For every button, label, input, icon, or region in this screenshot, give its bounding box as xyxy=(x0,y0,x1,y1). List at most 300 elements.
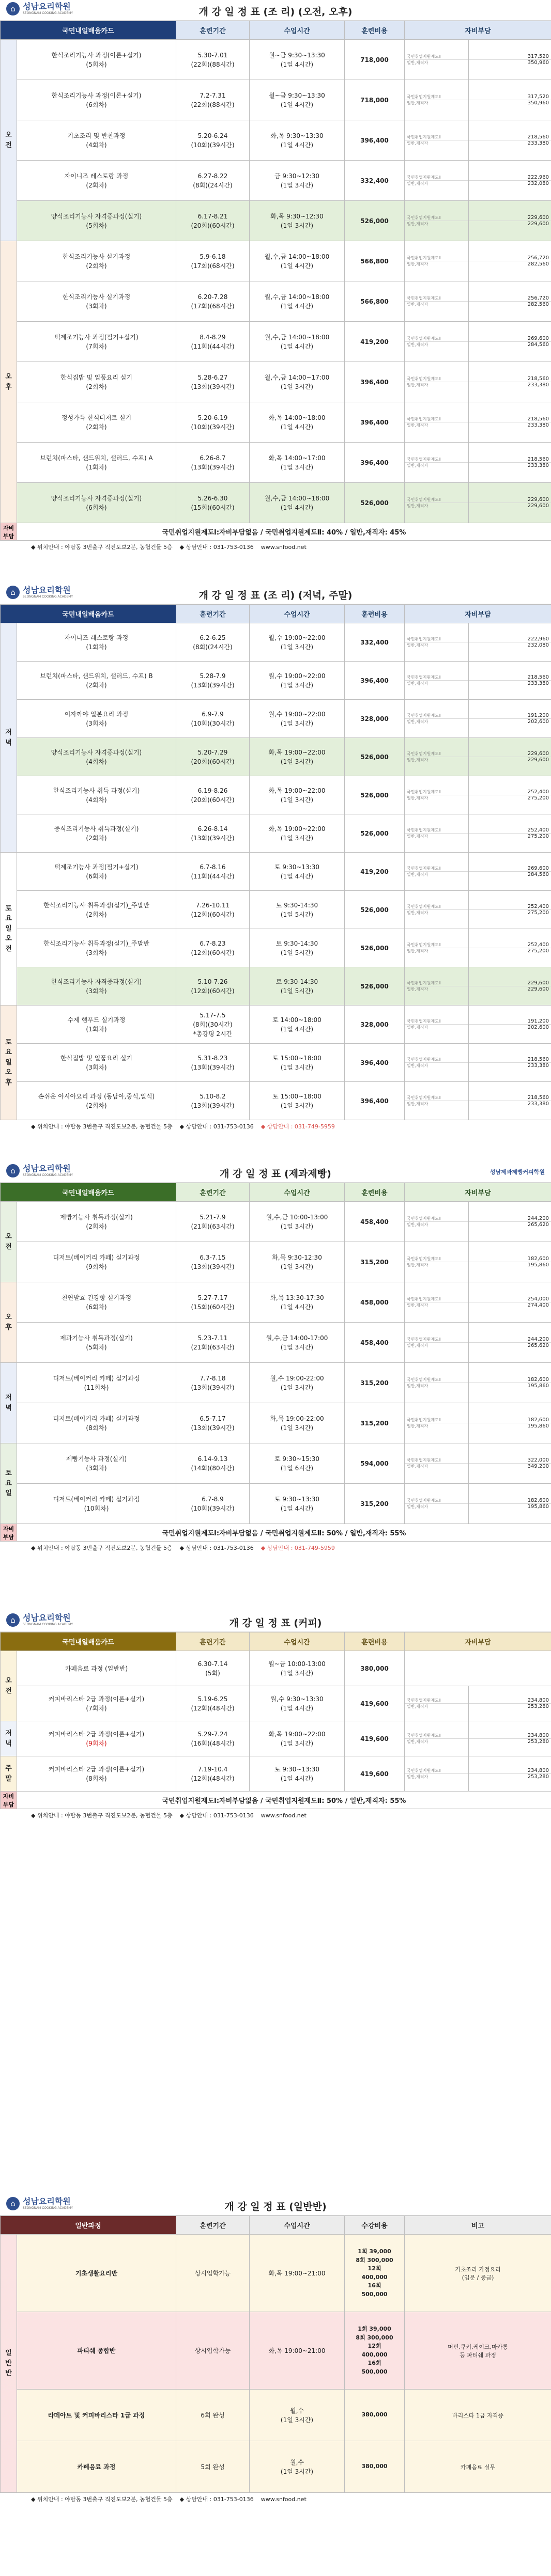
table-row: 브런치(파스타, 샌드위치, 샐러드, 수프) A (1회차) 6.26-8.7 (13회)(39시간) 화,목 14:00~17:00 (1일 3시간) 396,400 국민취업지원제도Ⅱ 일반,재직자 218,560 233,380 xyxy=(1,443,551,483)
copay-cell: 254,000 274,400 xyxy=(469,1282,551,1323)
section-header xyxy=(0,1162,551,1183)
table-row: 토 요 일 오 후 수제 햄푸드 실기과정 (1회차) 5.17-7.5 (8회)(30시간) *총강평 2시간 토 14:00~18:00 (1일 4시간) 328,000 국민취업지원제도Ⅱ 일반,재직자 191,200 202,600 xyxy=(1,1006,551,1044)
copay-cell: 252,400 275,200 xyxy=(469,776,551,814)
copay-cell: 218,560 233,380 xyxy=(469,120,551,161)
copay-cell: 218,560 233,380 xyxy=(469,1044,551,1082)
contact-info: ◆ 위치안내 : 야탑동 3번출구 직진도보2분, 농협건물 5층 ◆ 상담안내 : 031-753-0136 ◆ 상담안내 : 031-749-5959 xyxy=(31,1123,335,1130)
copay-cell: 218,560 233,380 xyxy=(469,402,551,443)
class-hours: 월,수 (1일 3시간) xyxy=(250,2441,345,2493)
course-name: 한식조리기능사 과정(이론+실기) (5회차) xyxy=(17,40,176,80)
website-link[interactable]: www.snfood.net xyxy=(261,543,307,551)
course-name: 천연발효 건강빵 실기과정 (6회차) xyxy=(17,1282,176,1323)
class-hours: 화,목 13:30-17:30 (1일 4시간) xyxy=(250,1282,345,1323)
course-name: 양식조리기능사 자격증과정(실기) (5회차) xyxy=(17,201,176,241)
course-fee: 1회 39,000 8회 300,000 12회 400,000 16회 500,000 xyxy=(345,2312,405,2390)
copay-cell: 222,960 232,080 xyxy=(469,161,551,201)
course-name: 한식조리기능사 실기과정 (2회차) xyxy=(17,241,176,281)
training-period: 6.7-8.9 (10회)(39시간) xyxy=(176,1484,250,1524)
table-row: 저 녁 자이니즈 레스토랑 과정 (1회차) 6.2-6.25 (8회)(24시간) 월,수 19:00~22:00 (1일 3시간) 332,400 국민취업지원제도Ⅱ 일반,재직자 222,960 232,080 xyxy=(1,623,551,662)
course-name: 한식조리기능사 취득 과정(실기) (4회차) xyxy=(17,776,176,814)
class-hours: 월,수 19:00-22:00 (1일 3시간) xyxy=(250,1363,345,1403)
copay-cell: 191,200 202,600 xyxy=(469,1006,551,1044)
logo-icon: ⌂ xyxy=(6,2,20,15)
class-hours: 화,목 14:00~18:00 (1일 4시간) xyxy=(250,402,345,443)
training-period: 7.19-10.4 (12회)(48시간) xyxy=(176,1756,250,1792)
training-fee: 332,400 xyxy=(345,623,405,662)
course-name: 커피바리스타 2급 과정(이론+실기) (7회차) xyxy=(17,1686,176,1721)
schedule-table xyxy=(0,1632,551,1809)
table-row xyxy=(1,2390,551,2441)
training-period: 6.9-7.9 (10회)(30시간) xyxy=(176,700,250,738)
schedule-table xyxy=(0,1183,551,1542)
training-period: 6회 완성 xyxy=(176,2390,250,2441)
table-row: 한식집밥 및 일품요리 실기 (2회차) 5.28-6.27 (13회)(39시간) 월,수,금 14:00~17:00 (1일 3시간) 396,400 국민취업지원제도Ⅱ 일반,재직자 218,560 233,380 xyxy=(1,362,551,402)
class-hours: 월,수,금 14:00~18:00 (1일 4시간) xyxy=(250,322,345,362)
class-hours: 화,목 19:00~22:00 (1일 3시간) xyxy=(250,1721,345,1756)
course-name: 카페음료 과정 (일반반) xyxy=(17,1651,176,1686)
copay-cell: 317,520 350,960 xyxy=(469,40,551,80)
schedule-general xyxy=(0,2195,551,2505)
training-fee: 315,200 xyxy=(345,1242,405,1282)
copay-cell: 322,000 349,200 xyxy=(469,1443,551,1484)
time-group: 오 전 xyxy=(1,40,17,241)
training-fee: 396,400 xyxy=(345,1044,405,1082)
section-header xyxy=(0,584,551,604)
training-fee: 526,000 xyxy=(345,891,405,929)
class-hours: 화,목 9:30~13:30 (1일 4시간) xyxy=(250,120,345,161)
class-hours: 월,수,금 14:00-17:00 (1일 3시간) xyxy=(250,1323,345,1363)
training-fee: 396,400 xyxy=(345,662,405,700)
class-hours: 토 9:30~13:30 (1일 4시간) xyxy=(250,853,345,891)
training-fee: 396,400 xyxy=(345,120,405,161)
course-name: 중식조리기능사 취득과정(실기) (2회차) xyxy=(17,814,176,853)
course-name: 디저트(베이커리 카페) 실기과정 (9회차) xyxy=(17,1242,176,1282)
copay-cell: 182,600 195,860 xyxy=(469,1242,551,1282)
contact-info: ◆ 위치안내 : 야탑동 3번출구 직진도보2분, 농협건물 5층 ◆ 상담안내 : 031-753-0136 www.snfood.net xyxy=(31,543,307,551)
training-fee: 458,000 xyxy=(345,1282,405,1323)
copay-cell: 182,600 195,860 xyxy=(469,1403,551,1443)
class-hours: 화,목 19:00~22:00 (1일 3시간) xyxy=(250,776,345,814)
training-fee: 315,200 xyxy=(345,1363,405,1403)
course-name: 디저트(베이커리 카페) 실기과정 (10회차) xyxy=(17,1484,176,1524)
table-row: 한식집밥 및 일품요리 실기 (3회차) 5.31-8.23 (13회)(39시간) 토 15:00~18:00 (1일 3시간) 396,400 국민취업지원제도Ⅱ 일반,재직자 218,560 233,380 xyxy=(1,1044,551,1082)
section-title: 개 강 일 정 표 (일반반) xyxy=(224,2201,327,2212)
table-row: 한식조리기능사 취득과정(실기)_주말반 (2회차) 7.26-10.11 (12회)(60시간) 토 9:30-14:30 (1일 5시간) 526,000 국민취업지원제도Ⅱ 일반,재직자 252,400 275,200 xyxy=(1,891,551,929)
class-hours: 토 9:30~15:30 (1일 6시간) xyxy=(250,1443,345,1484)
class-hours: 월,수 9:30~13:30 (1일 4시간) xyxy=(250,1686,345,1721)
training-period: 6.3-7.15 (13회)(39시간) xyxy=(176,1242,250,1282)
course-name: 카페음료 과정 xyxy=(17,2441,176,2493)
training-period: 7.7-8.18 (13회)(39시간) xyxy=(176,1363,250,1403)
course-name: 양식조리기능사 자격증과정(실기) (4회차) xyxy=(17,738,176,776)
table-row: 한식조리기능사 과정(이론+실기) (6회차) 7.2-7.31 (22회)(88시간) 월~금 9:30~13:30 (1일 4시간) 718,000 국민취업지원제도Ⅱ 일반,재직자 317,520 350,960 xyxy=(1,80,551,120)
time-group: 저 녁 xyxy=(1,1721,17,1756)
class-hours: 화,목 19:00-22:00 (1일 3시간) xyxy=(250,1403,345,1443)
copay-cell: 252,400 275,200 xyxy=(469,929,551,967)
course-name: 제빵기능사 과정(실기) (3회차) xyxy=(17,1443,176,1484)
training-period: 5.9-6.18 (17회)(68시간) xyxy=(176,241,250,281)
copay-cell: 256,720 282,560 xyxy=(469,281,551,322)
copay-cell: 229,600 229,600 xyxy=(469,967,551,1006)
section-header xyxy=(0,2195,551,2216)
course-name: 기초생활요리반 xyxy=(17,2235,176,2312)
training-fee: 419,600 xyxy=(345,1756,405,1792)
training-fee: 526,000 xyxy=(345,929,405,967)
class-hours: 화,목 19:00~21:00 xyxy=(250,2235,345,2312)
class-hours: 토 9:30-14:30 (1일 5시간) xyxy=(250,891,345,929)
training-fee: 396,400 xyxy=(345,1082,405,1120)
copay-cell: 229,600 229,600 xyxy=(469,738,551,776)
table-row: 한식조리기능사 실기과정 (3회차) 6.20-7.28 (17회)(68시간) 월,수,금 14:00~18:00 (1일 4시간) 566,800 국민취업지원제도Ⅱ 일반,재직자 256,720 282,560 xyxy=(1,281,551,322)
table-row: 오 전 한식조리기능사 과정(이론+실기) (5회차) 5.30-7.01 (22회)(88시간) 월~금 9:30~13:30 (1일 4시간) 718,000 국민취업지원제도Ⅱ 일반,재직자 317,520 350,960 xyxy=(1,40,551,80)
table-row: 이자까야 일본요리 과정 (3회차) 6.9-7.9 (10회)(30시간) 월,수 19:00~22:00 (1일 3시간) 328,000 국민취업지원제도Ⅱ 일반,재직자 191,200 202,600 xyxy=(1,700,551,738)
copay-cell: 269,600 284,560 xyxy=(469,853,551,891)
training-period: 6.26-8.7 (13회)(39시간) xyxy=(176,443,250,483)
training-fee: 396,400 xyxy=(345,362,405,402)
course-fee: 380,000 xyxy=(345,2390,405,2441)
course-name: 제빵기능사 취득과정(실기) (2회차) xyxy=(17,1202,176,1242)
training-fee: 419,600 xyxy=(345,1721,405,1756)
course-note: 기초조리 가정요리 (입문 / 중급) xyxy=(405,2235,551,2312)
table-row: 디저트(베이커리 카페) 실기과정 (10회차) 6.7-8.9 (10회)(39시간) 토 9:30~13:30 (1일 4시간) 315,200 국민취업지원제도Ⅱ 일반,재직자 182,600 195,860 xyxy=(1,1484,551,1524)
schedule-table xyxy=(0,2216,551,2493)
table-row: 자이니즈 레스토랑 과정 (2회차) 6.27-8.22 (8회)(24시간) 금 9:30~12:30 (1일 3시간) 332,400 국민취업지원제도Ⅱ 일반,재직자 222,960 232,080 xyxy=(1,161,551,201)
class-hours: 월~금 9:30~13:30 (1일 4시간) xyxy=(250,80,345,120)
training-period: 5.20-7.29 (20회)(60시간) xyxy=(176,738,250,776)
training-period: 6.14-9.13 (14회)(80시간) xyxy=(176,1443,250,1484)
training-fee: 396,400 xyxy=(345,443,405,483)
logo-icon: ⌂ xyxy=(6,2197,20,2210)
table-row xyxy=(1,2312,551,2390)
copay-cell: 229,600 229,600 xyxy=(469,483,551,523)
course-name: 떡제조기능사 과정(필기+실기) (7회차) xyxy=(17,322,176,362)
course-name: 디저트(베이커리 카페) 실기과정 (8회차) xyxy=(17,1403,176,1443)
course-name: 한식조리기능사 취득과정(실기)_주말반 (2회차) xyxy=(17,891,176,929)
training-fee: 328,000 xyxy=(345,700,405,738)
course-name: 브런치(파스타, 샌드위치, 샐러드, 수프) B (2회차) xyxy=(17,662,176,700)
copay-cell: 244,200 265,620 xyxy=(469,1323,551,1363)
section-header xyxy=(0,0,551,21)
copay-cell: 234,800 253,280 xyxy=(469,1686,551,1721)
course-name: 브런치(파스타, 샌드위치, 샐러드, 수프) A (1회차) xyxy=(17,443,176,483)
training-period: 5회 완성 xyxy=(176,2441,250,2493)
training-period: 6.19-8.26 (20회)(60시간) xyxy=(176,776,250,814)
academy-logo: ⌂ 성남요리학원 SEONGNAM COOKING ACADEMY xyxy=(6,2197,73,2210)
class-hours: 토 9:30-14:30 (1일 5시간) xyxy=(250,929,345,967)
copay-cell: 269,600 284,560 xyxy=(469,322,551,362)
class-hours: 토 15:00~18:00 (1일 3시간) xyxy=(250,1044,345,1082)
class-hours: 화,목 14:00~17:00 (1일 3시간) xyxy=(250,443,345,483)
class-hours: 월,수,금 10:00-13:00 (1일 3시간) xyxy=(250,1202,345,1242)
training-fee: 396,400 xyxy=(345,402,405,443)
copay-cell: 218,560 233,380 xyxy=(469,362,551,402)
schedule-cooking-day xyxy=(0,0,551,553)
table-header: 국민내일배움카드 훈련기간 수업시간 훈련비용 자비부담 xyxy=(1,1632,551,1651)
training-period: 6.30-7.14 (5회) xyxy=(176,1651,250,1686)
course-name: 한식조리기능사 자격증과정(실기) (3회차) xyxy=(17,967,176,1006)
training-period: 상시입학가능 xyxy=(176,2312,250,2390)
training-period: 5.20-6.24 (10회)(39시간) xyxy=(176,120,250,161)
training-fee: 718,000 xyxy=(345,40,405,80)
contact-info: ◆ 위치안내 : 야탑동 3번출구 직진도보2분, 농협건물 5층 ◆ 상담안내 : 031-753-0136 www.snfood.net xyxy=(31,2495,307,2503)
training-period: 5.29-7.24 (16회)(48시간) xyxy=(176,1721,250,1756)
table-row xyxy=(1,2235,551,2312)
copay-cell: 234,800 253,280 xyxy=(469,1756,551,1792)
course-note: 머핀,쿠키,케이크,마카롱 등 파티쉐 과정 xyxy=(405,2312,551,2390)
course-name: 한식조리기능사 과정(이론+실기) (6회차) xyxy=(17,80,176,120)
time-group: 오 전 xyxy=(1,1202,17,1282)
class-hours: 토 15:00~18:00 (1일 3시간) xyxy=(250,1082,345,1120)
training-period: 7.26-10.11 (12회)(60시간) xyxy=(176,891,250,929)
course-name: 수제 햄푸드 실기과정 (1회차) xyxy=(17,1006,176,1044)
course-name: 이자까야 일본요리 과정 (3회차) xyxy=(17,700,176,738)
schedule-table xyxy=(0,21,551,541)
training-period: 5.23-7.11 (21회)(63시간) xyxy=(176,1323,250,1363)
course-name: 떡제조기능사 과정(필기+실기) (6회차) xyxy=(17,853,176,891)
academy-logo: ⌂ 성남요리학원 SEONGNAM COOKING ACADEMY xyxy=(6,2,73,15)
training-fee: 458,400 xyxy=(345,1323,405,1363)
training-period: 5.28-7.9 (13회)(39시간) xyxy=(176,662,250,700)
class-hours: 화,목 9:30-12:30 (1일 3시간) xyxy=(250,1242,345,1282)
website-link[interactable]: www.snfood.net xyxy=(261,1812,307,1819)
table-row: 저 녁 디저트(베이커리 카페) 실기과정 (11회차) 7.7-8.18 (13회)(39시간) 월,수 19:00-22:00 (1일 3시간) 315,200 국민취업지원제도Ⅱ 일반,재직자 182,600 195,860 xyxy=(1,1363,551,1403)
table-row: 정성가득 한식디저트 실기 (2회차) 5.20-6.19 (10회)(39시간) 화,목 14:00~18:00 (1일 4시간) 396,400 국민취업지원제도Ⅱ 일반,재직자 218,560 233,380 xyxy=(1,402,551,443)
training-fee: 315,200 xyxy=(345,1403,405,1443)
course-name: 양식조리기능사 자격증과정(실기) (6회차) xyxy=(17,483,176,523)
schedule-coffee xyxy=(0,1611,551,1821)
copay-cell: 256,720 282,560 xyxy=(469,241,551,281)
training-fee: 332,400 xyxy=(345,161,405,201)
course-name: 커피바리스타 2급 과정(이론+실기) (8회차) xyxy=(17,1756,176,1792)
table-row: 주 말 커피바리스타 2급 과정(이론+실기) (8회차) 7.19-10.4 (12회)(48시간) 토 9:30~13:30 (1일 4시간) 419,600 국민취업지원제도Ⅱ 일반,재직자 234,800 253,280 xyxy=(1,1756,551,1792)
section-title: 개 강 일 정 표 (조 리) (저녁, 주말) xyxy=(198,590,353,601)
course-name: 정성가득 한식디저트 실기 (2회차) xyxy=(17,402,176,443)
training-fee: 380,000 xyxy=(345,1651,405,1686)
copay-cell: 218,560 233,380 xyxy=(469,443,551,483)
table-header: 국민내일배움카드 훈련기간 수업시간 훈련비용 자비부담 xyxy=(1,1183,551,1202)
course-name: 한식조리기능사 실기과정 (3회차) xyxy=(17,281,176,322)
training-fee: 526,000 xyxy=(345,483,405,523)
table-row: 오 전 제빵기능사 취득과정(실기) (2회차) 5.21-7.9 (21회)(63시간) 월,수,금 10:00-13:00 (1일 3시간) 458,400 국민취업지원제도Ⅱ 일반,재직자 244,200 265,620 xyxy=(1,1202,551,1242)
training-fee: 526,000 xyxy=(345,776,405,814)
table-row: 디저트(베이커리 카페) 실기과정 (9회차) 6.3-7.15 (13회)(39시간) 화,목 9:30-12:30 (1일 3시간) 315,200 국민취업지원제도Ⅱ 일반,재직자 182,600 195,860 xyxy=(1,1242,551,1282)
class-hours: 월,수 19:00~22:00 (1일 3시간) xyxy=(250,623,345,662)
class-hours: 월,수,금 14:00~18:00 (1일 4시간) xyxy=(250,241,345,281)
training-period: 6.2-6.25 (8회)(24시간) xyxy=(176,623,250,662)
time-group: 오 후 xyxy=(1,1282,17,1363)
section-title: 개 강 일 정 표 (조 리) (오전, 오후) xyxy=(198,6,353,18)
course-name: 자이니즈 레스토랑 과정 (1회차) xyxy=(17,623,176,662)
training-fee: 526,000 xyxy=(345,738,405,776)
training-fee: 458,400 xyxy=(345,1202,405,1242)
table-row: 오 후 천연발효 건강빵 실기과정 (6회차) 5.27-7.17 (15회)(60시간) 화,목 13:30-17:30 (1일 4시간) 458,000 국민취업지원제도Ⅱ 일반,재직자 254,000 274,400 xyxy=(1,1282,551,1323)
course-fee: 380,000 xyxy=(345,2441,405,2493)
table-header: 국민내일배움카드 훈련기간 수업시간 훈련비용 자비부담 xyxy=(1,605,551,623)
contact-info: ◆ 위치안내 : 야탑동 3번출구 직진도보2분, 농협건물 5층 ◆ 상담안내 : 031-753-0136 ◆ 상담안내 : 031-749-5959 xyxy=(31,1545,335,1551)
table-row: 기초조리 및 반찬과정 (4회차) 5.20-6.24 (10회)(39시간) 화,목 9:30~13:30 (1일 4시간) 396,400 국민취업지원제도Ⅱ 일반,재직자 218,560 233,380 xyxy=(1,120,551,161)
copay-cell: 252,400 275,200 xyxy=(469,891,551,929)
table-row: 한식조리기능사 취득과정(실기)_주말반 (3회차) 6.7-8.23 (12회)(60시간) 토 9:30-14:30 (1일 5시간) 526,000 국민취업지원제도Ⅱ 일반,재직자 252,400 275,200 xyxy=(1,929,551,967)
class-hours: 월~금 9:30~13:30 (1일 4시간) xyxy=(250,40,345,80)
training-fee: 526,000 xyxy=(345,967,405,1006)
training-fee: 419,200 xyxy=(345,853,405,891)
table-header: 국민내일배움카드 훈련기간 수업시간 훈련비용 자비부담 xyxy=(1,21,551,40)
copay-cell: 317,520 350,960 xyxy=(469,80,551,120)
copay-cell: 252,400 275,200 xyxy=(469,814,551,853)
training-fee: 526,000 xyxy=(345,201,405,241)
academy-logo: ⌂ 성남요리학원 SEONGNAM COOKING ACADEMY xyxy=(6,1164,73,1177)
training-fee: 566,800 xyxy=(345,241,405,281)
table-footer: 자비부담 국민취업지원제도Ⅰ:자비부담없음 / 국민취업지원제도Ⅱ: 50% / 일반,재직자: 55% xyxy=(1,1524,551,1542)
training-fee: 566,800 xyxy=(345,281,405,322)
table-row: 중식조리기능사 취득과정(실기) (2회차) 6.26-8.14 (13회)(39시간) 화,목 19:00~22:00 (1일 3시간) 526,000 국민취업지원제도Ⅱ 일반,재직자 252,400 275,200 xyxy=(1,814,551,853)
training-period: 5.30-7.01 (22회)(88시간) xyxy=(176,40,250,80)
class-hours: 화,목 19:00~21:00 xyxy=(250,2312,345,2390)
time-group: 저 녁 xyxy=(1,1363,17,1443)
training-period: 상시입학가능 xyxy=(176,2235,250,2312)
copay-cell: 229,600 229,600 xyxy=(469,201,551,241)
copay-cell: 234,800 253,280 xyxy=(469,1721,551,1756)
class-hours: 토 14:00~18:00 (1일 4시간) xyxy=(250,1006,345,1044)
table-row: 브런치(파스타, 샌드위치, 샐러드, 수프) B (2회차) 5.28-7.9 (13회)(39시간) 월,수 19:00~22:00 (1일 3시간) 396,400 국민취업지원제도Ⅱ 일반,재직자 218,560 233,380 xyxy=(1,662,551,700)
training-period: 6.7-8.23 (12회)(60시간) xyxy=(176,929,250,967)
training-period: 5.20-6.19 (10회)(39시간) xyxy=(176,402,250,443)
course-name: 손쉬운 아시아요리 과정 (동남아,중식,일식) (2회차) xyxy=(17,1082,176,1120)
class-hours: 화,목 19:00~22:00 (1일 3시간) xyxy=(250,814,345,853)
table-row: 양식조리기능사 자격증과정(실기) (5회차) 6.17-8.21 (20회)(60시간) 화,목 9:30~12:30 (1일 3시간) 526,000 국민취업지원제도Ⅱ 일반,재직자 229,600 229,600 xyxy=(1,201,551,241)
schedule-table xyxy=(0,604,551,1120)
course-name: 한식집밥 및 일품요리 실기 (3회차) xyxy=(17,1044,176,1082)
time-group: 오 후 xyxy=(1,241,17,523)
course-note: 바리스타 1급 자격증 xyxy=(405,2390,551,2441)
table-row: 떡제조기능사 과정(필기+실기) (7회차) 8.4-8.29 (11회)(44시간) 월,수,금 14:00~18:00 (1일 4시간) 419,200 국민취업지원제도Ⅱ 일반,재직자 269,600 284,560 xyxy=(1,322,551,362)
training-period: 5.27-7.17 (15회)(60시간) xyxy=(176,1282,250,1323)
table-row: 커피바리스타 2급 과정(이론+실기) (7회차) 5.19-6.25 (12회)(48시간) 월,수 9:30~13:30 (1일 4시간) 419,600 국민취업지원제도Ⅱ 일반,재직자 234,800 253,280 xyxy=(1,1686,551,1721)
copay-cell: 182,600 195,860 xyxy=(469,1363,551,1403)
copay-cell: 182,600 195,860 xyxy=(469,1484,551,1524)
class-hours: 화,목 19:00~22:00 (1일 3시간) xyxy=(250,738,345,776)
training-period: 5.10-7.26 (12회)(60시간) xyxy=(176,967,250,1006)
table-row: 디저트(베이커리 카페) 실기과정 (8회차) 6.5-7.17 (13회)(39시간) 화,목 19:00-22:00 (1일 3시간) 315,200 국민취업지원제도Ⅱ 일반,재직자 182,600 195,860 xyxy=(1,1403,551,1443)
copay-cell: 191,200 202,600 xyxy=(469,700,551,738)
time-group: 주 말 xyxy=(1,1756,17,1792)
academy-logo: ⌂ 성남요리학원 SEONGNAM COOKING ACADEMY xyxy=(6,1613,73,1627)
training-fee: 328,000 xyxy=(345,1006,405,1044)
training-period: 5.26-6.30 (15회)(60시간) xyxy=(176,483,250,523)
section-header xyxy=(0,1611,551,1632)
course-name: 커피바리스타 2급 과정(이론+실기) (9회차) xyxy=(17,1721,176,1756)
training-period: 6.5-7.17 (13회)(39시간) xyxy=(176,1403,250,1443)
course-name: 한식조리기능사 취득과정(실기)_주말반 (3회차) xyxy=(17,929,176,967)
training-fee: 419,200 xyxy=(345,322,405,362)
training-fee: 419,600 xyxy=(345,1686,405,1721)
table-row: 제과기능사 취득과정(실기) (5회차) 5.23-7.11 (21회)(63시간) 월,수,금 14:00-17:00 (1일 3시간) 458,400 국민취업지원제도Ⅱ 일반,재직자 244,200 265,620 xyxy=(1,1323,551,1363)
table-row xyxy=(1,2441,551,2493)
table-row: 양식조리기능사 자격증과정(실기) (4회차) 5.20-7.29 (20회)(60시간) 화,목 19:00~22:00 (1일 3시간) 526,000 국민취업지원제도Ⅱ 일반,재직자 229,600 229,600 xyxy=(1,738,551,776)
copay-cell: 218,560 233,380 xyxy=(469,662,551,700)
course-name: 한식집밥 및 일품요리 실기 (2회차) xyxy=(17,362,176,402)
training-period: 6.7-8.16 (11회)(44시간) xyxy=(176,853,250,891)
table-row: 저 녁 커피바리스타 2급 과정(이론+실기) (9회차) 5.29-7.24 (16회)(48시간) 화,목 19:00~22:00 (1일 3시간) 419,600 국민취업지원제도Ⅱ 일반,재직자 234,800 253,280 xyxy=(1,1721,551,1756)
training-period: 5.10-8.2 (13회)(39시간) xyxy=(176,1082,250,1120)
website-link[interactable]: www.snfood.net xyxy=(261,2495,307,2503)
course-name: 라떼아트 및 커피바리스타 1급 과정 xyxy=(17,2390,176,2441)
logo-icon: ⌂ xyxy=(6,586,20,599)
course-note: 카페음료 실무 xyxy=(405,2441,551,2493)
table-row: 양식조리기능사 자격증과정(실기) (6회차) 5.26-6.30 (15회)(60시간) 월,수,금 14:00~18:00 (1일 4시간) 526,000 국민취업지원제도Ⅱ 일반,재직자 229,600 229,600 xyxy=(1,483,551,523)
class-hours: 월,수 (1일 3시간) xyxy=(250,2390,345,2441)
time-group: 일 반 반 xyxy=(1,2235,17,2493)
training-period: 6.17-8.21 (20회)(60시간) xyxy=(176,201,250,241)
class-hours: 월,수,금 14:00~18:00 (1일 4시간) xyxy=(250,483,345,523)
table-row: 토 요 일 제빵기능사 과정(실기) (3회차) 6.14-9.13 (14회)(80시간) 토 9:30~15:30 (1일 6시간) 594,000 국민취업지원제도Ⅱ 일반,재직자 322,000 349,200 xyxy=(1,1443,551,1484)
training-period: 6.27-8.22 (8회)(24시간) xyxy=(176,161,250,201)
class-hours: 토 9:30-14:30 (1일 5시간) xyxy=(250,967,345,1006)
course-name: 파티쉐 종합반 xyxy=(17,2312,176,2390)
table-row: 오 후 한식조리기능사 실기과정 (2회차) 5.9-6.18 (17회)(68시간) 월,수,금 14:00~18:00 (1일 4시간) 566,800 국민취업지원제도Ⅱ 일반,재직자 256,720 282,560 xyxy=(1,241,551,281)
class-hours: 월,수,금 14:00~18:00 (1일 4시간) xyxy=(250,281,345,322)
course-fee: 1회 39,000 8회 300,000 12회 400,000 16회 500,000 xyxy=(345,2235,405,2312)
copay-cell: 218,560 233,380 xyxy=(469,1082,551,1120)
copay-cell: 244,200 265,620 xyxy=(469,1202,551,1242)
section-title: 개 강 일 정 표 (커피) xyxy=(229,1617,322,1629)
training-period: 5.17-7.5 (8회)(30시간) *총강평 2시간 xyxy=(176,1006,250,1044)
training-fee: 315,200 xyxy=(345,1484,405,1524)
training-period: 7.2-7.31 (22회)(88시간) xyxy=(176,80,250,120)
table-footer: 자비부담 국민취업지원제도Ⅰ:자비부담없음 / 국민취업지원제도Ⅱ: 50% / 일반,재직자: 55% xyxy=(1,1792,551,1809)
training-period: 6.26-8.14 (13회)(39시간) xyxy=(176,814,250,853)
time-group: 오 전 xyxy=(1,1651,17,1721)
academy-logo: ⌂ 성남요리학원 SEONGNAM COOKING ACADEMY xyxy=(6,586,73,599)
logo-icon: ⌂ xyxy=(6,1613,20,1627)
table-footer: 자비부담 국민취업지원제도Ⅰ:자비부담없음 / 국민취업지원제도Ⅱ: 40% / 일반,재직자: 45% xyxy=(1,523,551,541)
logo-icon: ⌂ xyxy=(6,1164,20,1177)
training-period: 5.28-6.27 (13회)(39시간) xyxy=(176,362,250,402)
table-row: 손쉬운 아시아요리 과정 (동남아,중식,일식) (2회차) 5.10-8.2 (13회)(39시간) 토 15:00~18:00 (1일 3시간) 396,400 국민취업지원제도Ⅱ 일반,재직자 218,560 233,380 xyxy=(1,1082,551,1120)
schedule-cooking-evening xyxy=(0,584,551,1133)
course-name: 제과기능사 취득과정(실기) (5회차) xyxy=(17,1323,176,1363)
class-hours: 토 9:30~13:30 (1일 4시간) xyxy=(250,1756,345,1792)
training-period: 8.4-8.29 (11회)(44시간) xyxy=(176,322,250,362)
time-group: 토 요 일 오 전 xyxy=(1,853,17,1006)
time-group: 저 녁 xyxy=(1,623,17,853)
table-row: 한식조리기능사 취득 과정(실기) (4회차) 6.19-8.26 (20회)(60시간) 화,목 19:00~22:00 (1일 3시간) 526,000 국민취업지원제도Ⅱ 일반,재직자 252,400 275,200 xyxy=(1,776,551,814)
class-hours: 금 9:30~12:30 (1일 3시간) xyxy=(250,161,345,201)
partner-logo: 성남제과제빵커피학원 xyxy=(489,1169,545,1175)
class-hours: 월,수 19:00~22:00 (1일 3시간) xyxy=(250,700,345,738)
contact-info: ◆ 위치안내 : 야탑동 3번출구 직진도보2분, 농협건물 5층 ◆ 상담안내 : 031-753-0136 www.snfood.net xyxy=(31,1812,307,1819)
table-row: 토 요 일 오 전 떡제조기능사 과정(필기+실기) (6회차) 6.7-8.16 (11회)(44시간) 토 9:30~13:30 (1일 4시간) 419,200 국민취업지원제도Ⅱ 일반,재직자 269,600 284,560 xyxy=(1,853,551,891)
training-period: 5.21-7.9 (21회)(63시간) xyxy=(176,1202,250,1242)
class-hours: 월,수 19:00~22:00 (1일 3시간) xyxy=(250,662,345,700)
training-period: 6.20-7.28 (17회)(68시간) xyxy=(176,281,250,322)
course-name: 기초조리 및 반찬과정 (4회차) xyxy=(17,120,176,161)
copay-cell: 222,960 232,080 xyxy=(469,623,551,662)
course-name: 디저트(베이커리 카페) 실기과정 (11회차) xyxy=(17,1363,176,1403)
course-name: 자이니즈 레스토랑 과정 (2회차) xyxy=(17,161,176,201)
time-group: 토 요 일 xyxy=(1,1443,17,1524)
training-period: 5.19-6.25 (12회)(48시간) xyxy=(176,1686,250,1721)
training-fee: 594,000 xyxy=(345,1443,405,1484)
time-group: 토 요 일 오 후 xyxy=(1,1006,17,1120)
table-row xyxy=(1,1651,551,1686)
class-hours: 월~금 10:00-13:00 (1일 3시간) xyxy=(250,1651,345,1686)
table-header: 일반과정 훈련기간 수업시간 수강비용 비고 xyxy=(1,2216,551,2235)
table-row: 한식조리기능사 자격증과정(실기) (3회차) 5.10-7.26 (12회)(60시간) 토 9:30-14:30 (1일 5시간) 526,000 국민취업지원제도Ⅱ 일반,재직자 229,600 229,600 xyxy=(1,967,551,1006)
training-period: 5.31-8.23 (13회)(39시간) xyxy=(176,1044,250,1082)
schedule-bakery xyxy=(0,1162,551,1554)
class-hours: 토 9:30~13:30 (1일 4시간) xyxy=(250,1484,345,1524)
